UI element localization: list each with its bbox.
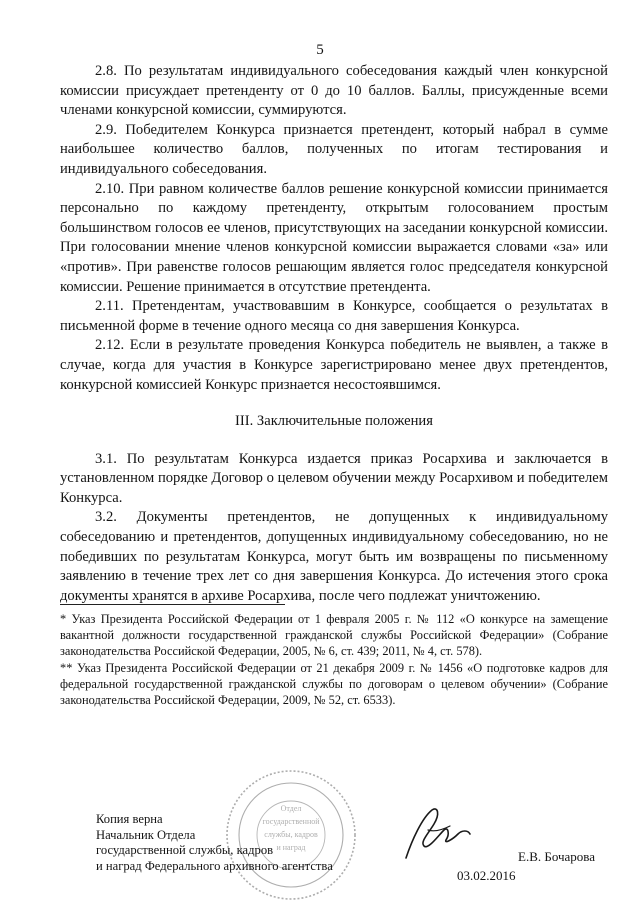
footnotes xyxy=(60,604,608,711)
certification-date: 03.02.2016 xyxy=(457,868,516,883)
certification-block xyxy=(96,812,346,874)
footnote-2: ** Указ Президента Российской Федерации от 21 декабря 2009 г. № 1456 «О подготовке кадров для федеральной государственной гражданской службы по договорам о целевом обучении» (Собрание законодательства Российской Федерации, 2009, № 52, ст. 6533). xyxy=(60,661,608,707)
signer-name: Е.В. Бочарова xyxy=(518,849,596,864)
paragraph-2-10: 2.10. При равном количестве баллов решение конкурсной комиссии принимается персонально по каждому претенденту, открытым голосованием простым большинством голосов ее членов, присутствующих на заседании конкурсной комиссии. При голосовании мнение членов конкурсной комиссии выражается словами «за» или «против». При равенстве голосов решающим является голос председателя конкурсной комиссии. Решение принимается в отсутствие претендента. xyxy=(60,180,608,295)
handwritten-signature xyxy=(398,800,478,868)
certification-line: и наград Федерального архивного агентства xyxy=(96,858,333,873)
paragraph-3-2: 3.2. Документы претендентов, не допущенных к индивидуальному собеседованию и претендентов, допущенных индивидуальному собеседованию, но не победивших по результатам Конкурса, могут быть им возвращены по письменному заявлению в течение трех лет со дня завершения Конкурса. До истечения этого срока документы хранятся в архиве Росархива, после чего подлежат уничтожению. xyxy=(60,509,608,604)
stamp-line: службы, кадров xyxy=(264,830,318,839)
certification-line: государственной службы, кадров xyxy=(96,843,274,857)
document-body xyxy=(60,62,608,606)
certification-line: Начальник Отдела xyxy=(96,827,196,842)
paragraph-3-1: 3.1. По результатам Конкурса издается приказ Росархива и заключается в установленном порядке Договор о целевом обучении между Росархивом и победителем Конкурса. xyxy=(60,450,608,506)
stamp-line: государственной xyxy=(262,817,320,826)
stamp-line: и наград xyxy=(276,843,306,852)
paragraph-2-8: 2.8. По результатам индивидуального собеседования каждый член конкурсной комиссии присуждает претенденту от 0 до 10 баллов. Баллы, присужденные всеми членами конкурсной комиссии, суммируются. xyxy=(60,63,608,119)
stamp-line: Отдел xyxy=(280,804,302,813)
page-number: 5 xyxy=(316,42,324,58)
certification-line: Копия верна xyxy=(96,812,163,826)
section-heading: III. Заключительные положения xyxy=(235,413,433,430)
paragraph-2-9: 2.9. Победителем Конкурса признается претендент, который набрал в сумме наибольшее количество баллов, полученных по итогам тестирования и индивидуального собеседования. xyxy=(60,121,608,177)
paragraph-2-11: 2.11. Претендентам, участвовавшим в Конкурсе, сообщается о результатах в письменной форме в течение одного месяца со дня завершения Конкурса. xyxy=(60,298,608,334)
paragraph-2-12: 2.12. Если в результате проведения Конкурса победитель не выявлен, а также в случае, когда для участия в Конкурсе зарегистрировано менее двух претендентов, конкурсной комиссией Конкурс признается несостоявшимся. xyxy=(60,337,608,393)
footnote-separator xyxy=(60,604,285,605)
footnote-1: * Указ Президента Российской Федерации от 1 февраля 2005 г. № 112 «О конкурсе на замещение вакантной должности государственной гражданской службы Российской Федерации» (Собрание законодательства Российской Федерации, 2005, № 6, ст. 439; 2011, № 4, ст. 578). xyxy=(60,612,608,658)
